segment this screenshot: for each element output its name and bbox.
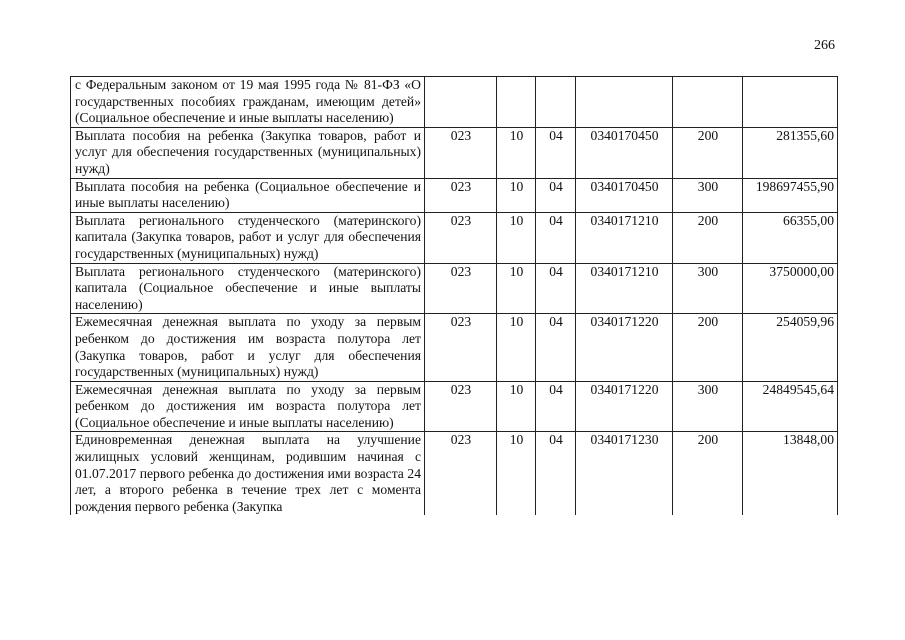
row-target-code	[576, 77, 673, 128]
row-section-code: 10	[497, 212, 536, 263]
row-section-code: 10	[497, 178, 536, 212]
row-section-code: 10	[497, 314, 536, 381]
row-expense-type-code: 300	[673, 381, 743, 432]
row-subsection-code: 04	[536, 432, 576, 515]
budget-table	[70, 76, 838, 515]
row-target-code: 0340170450	[576, 178, 673, 212]
table-row	[71, 127, 838, 178]
row-target-code: 0340171220	[576, 381, 673, 432]
row-target-code: 0340171210	[576, 263, 673, 314]
row-ministry-code: 023	[425, 263, 497, 314]
row-description: Ежемесячная денежная выплата по уходу за первым ребенком до достижения им возраста полутора лет (Закупка товаров, работ и услуг для обеспечения государственных (муниципальных) нужд)	[71, 314, 425, 381]
row-description: Выплата пособия на ребенка (Социальное обеспечение и иные выплаты населению)	[71, 178, 425, 212]
row-target-code: 0340170450	[576, 127, 673, 178]
row-ministry-code	[425, 77, 497, 128]
row-section-code: 10	[497, 381, 536, 432]
row-ministry-code: 023	[425, 314, 497, 381]
page-number: 266	[814, 38, 835, 53]
row-description: Ежемесячная денежная выплата по уходу за первым ребенком до достижения им возраста полутора лет (Социальное обеспечение и иные выплаты населению)	[71, 381, 425, 432]
table-row	[71, 212, 838, 263]
row-amount: 254059,96	[743, 314, 838, 381]
row-section-code: 10	[497, 127, 536, 178]
row-ministry-code: 023	[425, 127, 497, 178]
row-amount: 13848,00	[743, 432, 838, 515]
row-ministry-code: 023	[425, 212, 497, 263]
row-subsection-code: 04	[536, 381, 576, 432]
row-subsection-code: 04	[536, 314, 576, 381]
row-subsection-code: 04	[536, 178, 576, 212]
row-subsection-code: 04	[536, 263, 576, 314]
row-expense-type-code: 200	[673, 127, 743, 178]
row-amount: 3750000,00	[743, 263, 838, 314]
row-description: с Федеральным законом от 19 мая 1995 года № 81-ФЗ «О государственных пособиях гражданам, имеющим детей» (Социальное обеспечение и иные выплаты населению)	[71, 77, 425, 128]
table-row	[71, 381, 838, 432]
row-target-code: 0340171230	[576, 432, 673, 515]
row-expense-type-code: 200	[673, 212, 743, 263]
row-section-code: 10	[497, 263, 536, 314]
row-subsection-code: 04	[536, 212, 576, 263]
table-row	[71, 178, 838, 212]
row-amount: 66355,00	[743, 212, 838, 263]
row-description: Выплата регионального студенческого (материнского) капитала (Закупка товаров, работ и услуг для обеспечения государственных (муниципальных) нужд)	[71, 212, 425, 263]
table-body	[71, 77, 838, 516]
row-expense-type-code: 300	[673, 178, 743, 212]
row-section-code	[497, 77, 536, 128]
row-section-code: 10	[497, 432, 536, 515]
row-amount: 281355,60	[743, 127, 838, 178]
row-description: Единовременная денежная выплата на улучшение жилищных условий женщинам, родившим начиная с 01.07.2017 первого ребенка до достижения ими возраста 24 лет, а второго ребенка в течение трех лет с момента рождения первого ребенка (Закупка	[71, 432, 425, 515]
row-ministry-code: 023	[425, 432, 497, 515]
row-expense-type-code: 200	[673, 432, 743, 515]
table-row	[71, 314, 838, 381]
row-subsection-code	[536, 77, 576, 128]
row-amount	[743, 77, 838, 128]
row-amount: 24849545,64	[743, 381, 838, 432]
row-target-code: 0340171220	[576, 314, 673, 381]
row-amount: 198697455,90	[743, 178, 838, 212]
row-ministry-code: 023	[425, 381, 497, 432]
row-description: Выплата регионального студенческого (материнского) капитала (Социальное обеспечение и иные выплаты населению)	[71, 263, 425, 314]
row-expense-type-code	[673, 77, 743, 128]
row-ministry-code: 023	[425, 178, 497, 212]
row-description: Выплата пособия на ребенка (Закупка товаров, работ и услуг для обеспечения государственных (муниципальных) нужд)	[71, 127, 425, 178]
row-subsection-code: 04	[536, 127, 576, 178]
table-row	[71, 77, 838, 128]
row-expense-type-code: 200	[673, 314, 743, 381]
row-expense-type-code: 300	[673, 263, 743, 314]
table-row	[71, 432, 838, 515]
table-row	[71, 263, 838, 314]
row-target-code: 0340171210	[576, 212, 673, 263]
